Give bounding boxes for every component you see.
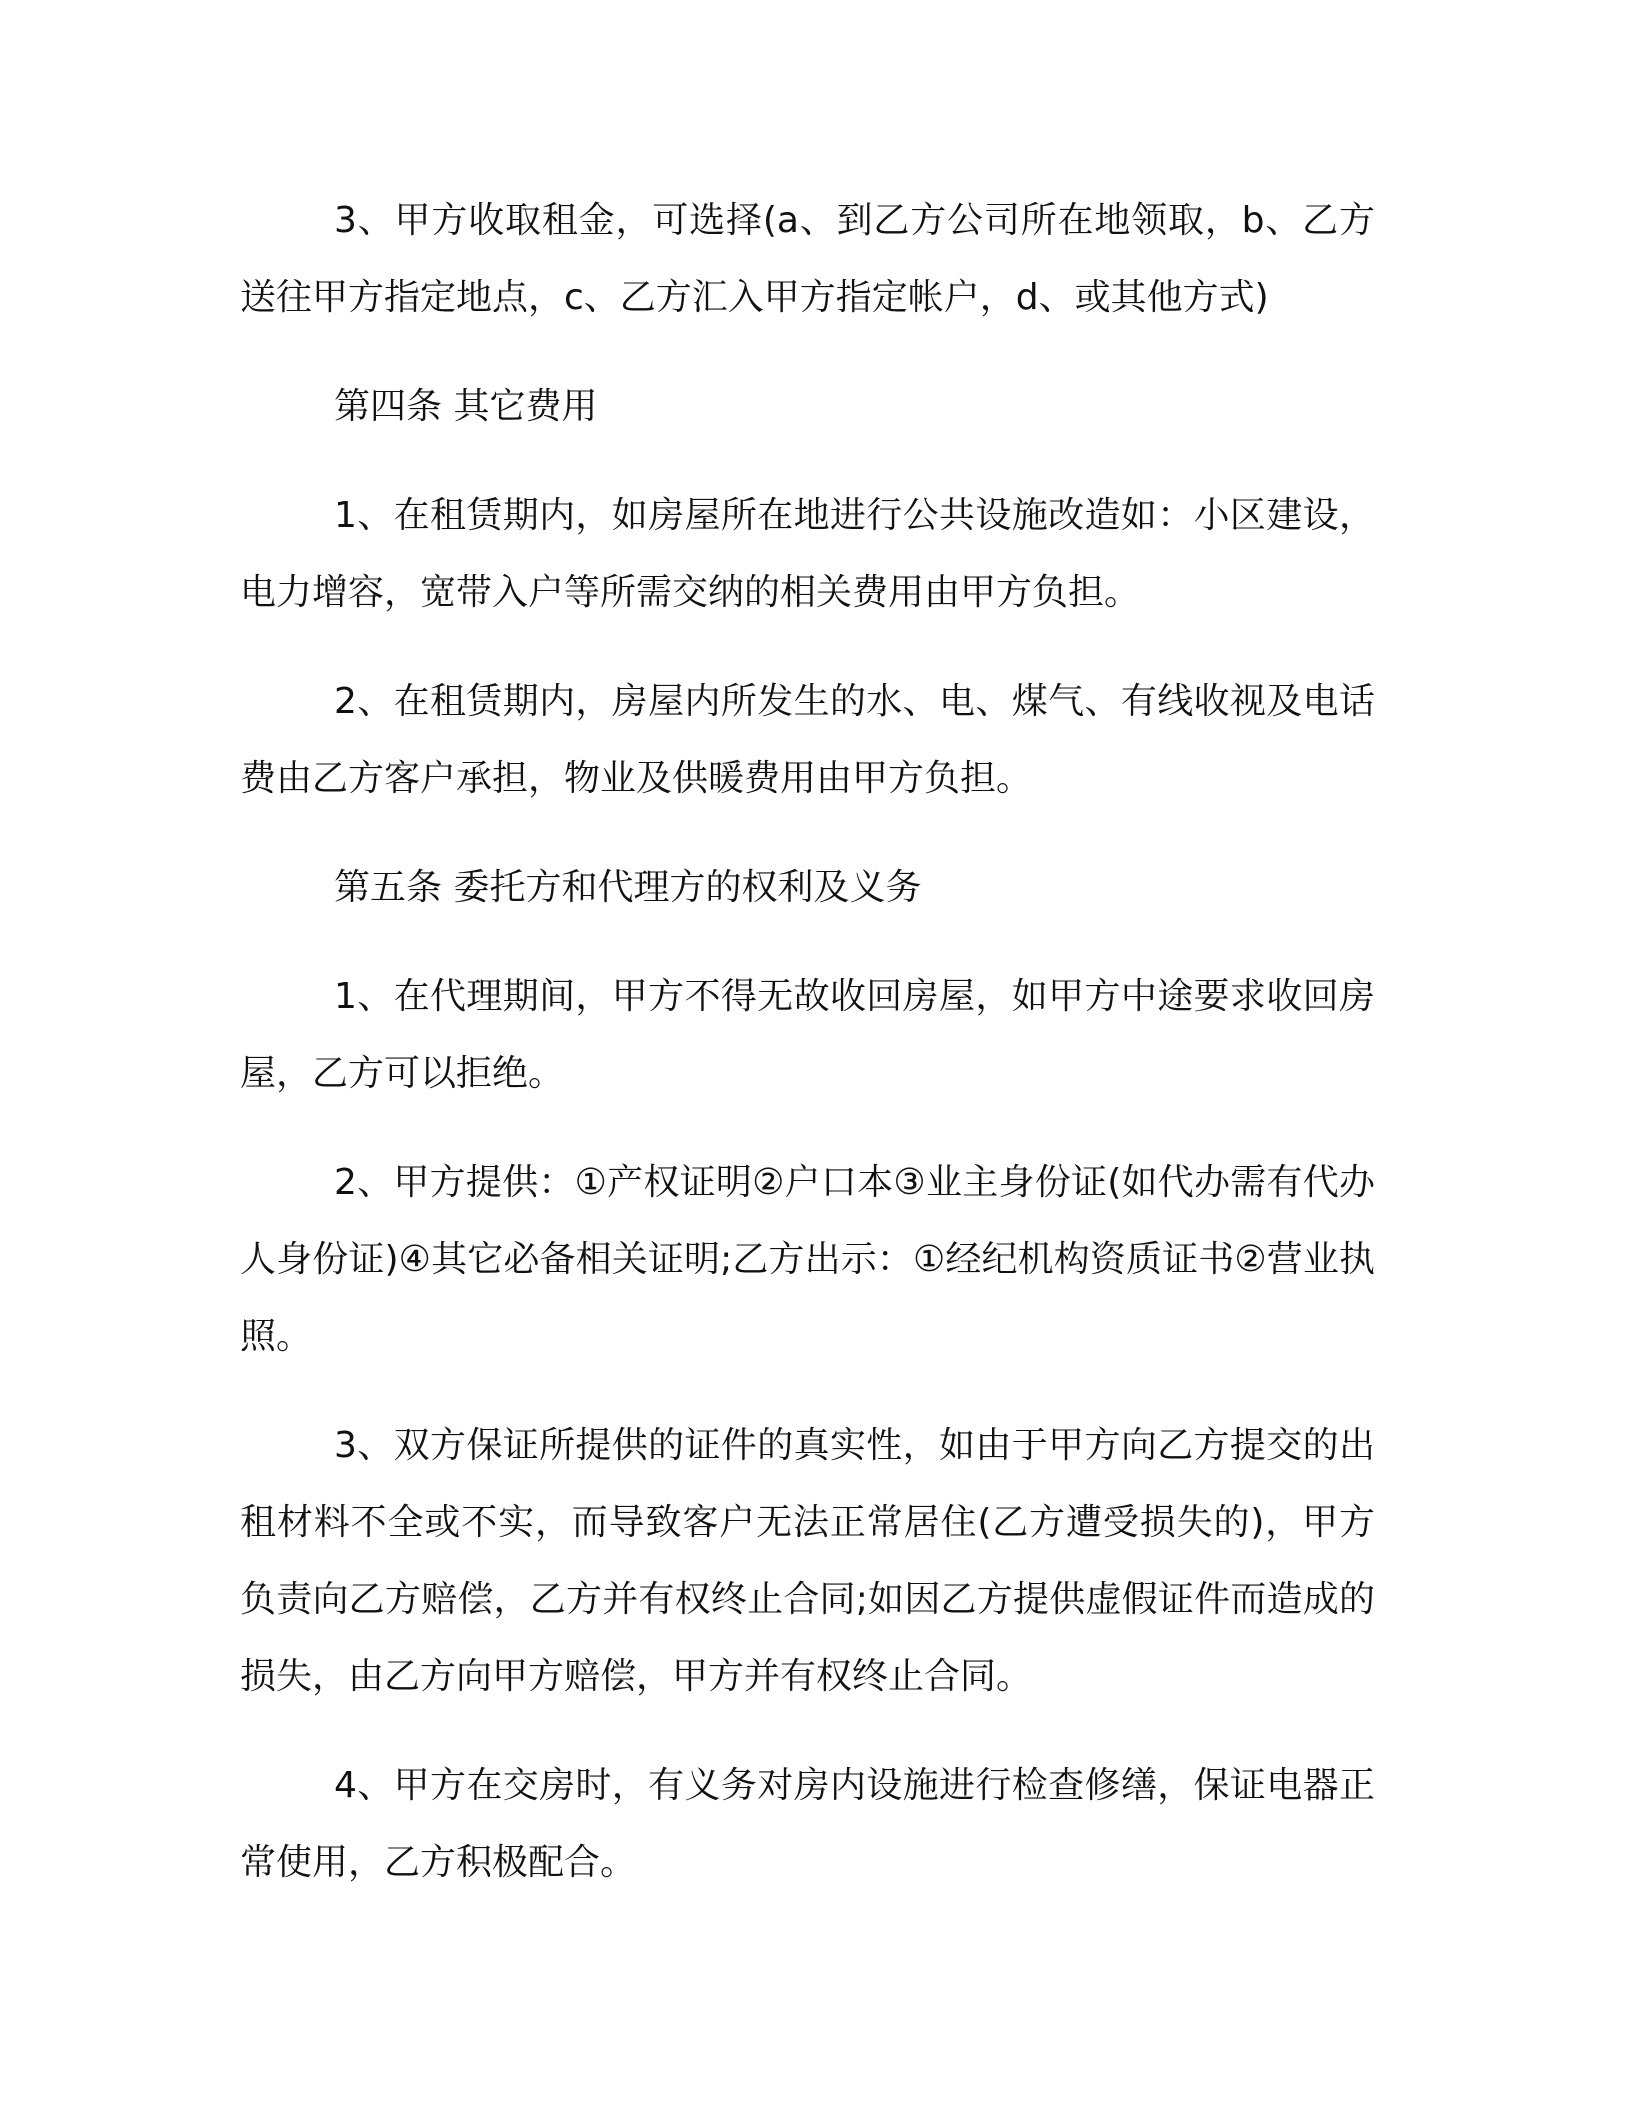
article-5-clause-2: 2、甲方提供：①产权证明②户口本③业主身份证(如代办需有代办人身份证)④其它必备相关证明;乙方出示：①经纪机构资质证书②营业执照。 <box>240 1162 1375 1357</box>
clause-3-rent-collection: 3、甲方收取租金，可选择(a、到乙方公司所在地领取，b、乙方送往甲方指定地点，c、乙方汇入甲方指定帐户，d、或其他方式) <box>240 200 1375 318</box>
document-body <box>240 182 1375 1933</box>
article-5-heading: 第五条 委托方和代理方的权利及义务 <box>334 867 922 908</box>
article-5-clause-3: 3、双方保证所提供的证件的真实性，如由于甲方向乙方提交的出租材料不全或不实，而导致客户无法正常居住(乙方遭受损失的)，甲方负责向乙方赔偿，乙方并有权终止合同;如因乙方提供虚假证件而造成的损失，由乙方向甲方赔偿，甲方并有权终止合同。 <box>240 1425 1375 1697</box>
article-4-clause-1: 1、在租赁期内，如房屋所在地进行公共设施改造如：小区建设，电力增容，宽带入户等所需交纳的相关费用由甲方负担。 <box>240 495 1375 613</box>
article-4-heading: 第四条 其它费用 <box>334 386 598 427</box>
article-5-clause-4: 4、甲方在交房时，有义务对房内设施进行检查修缮，保证电器正常使用，乙方积极配合。 <box>240 1765 1375 1883</box>
article-4-clause-2: 2、在租赁期内，房屋内所发生的水、电、煤气、有线收视及电话费由乙方客户承担，物业及供暖费用由甲方负担。 <box>240 681 1375 799</box>
article-5-clause-1: 1、在代理期间，甲方不得无故收回房屋，如甲方中途要求收回房屋，乙方可以拒绝。 <box>240 976 1375 1094</box>
